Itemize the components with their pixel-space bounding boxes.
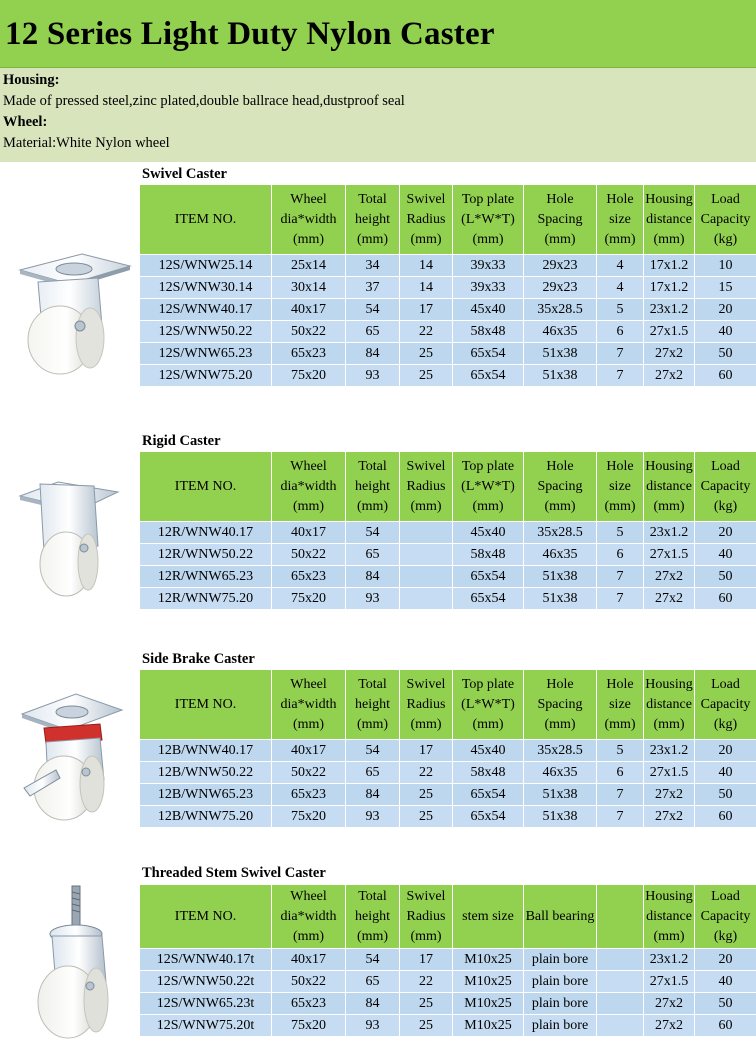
col-load-capacity: Load Capacity (kg) <box>695 185 756 255</box>
table-cell: 51x38 <box>524 588 597 610</box>
table-cell: 23x1.2 <box>644 949 695 971</box>
table-cell: 50 <box>695 784 756 806</box>
table-cell: plain bore <box>524 993 597 1015</box>
table-cell: 27x1.5 <box>644 762 695 784</box>
col-hole-spacing: Hole Spacing (mm) <box>524 452 597 522</box>
table-cell: 12S/WNW50.22 <box>140 321 272 343</box>
table-cell: 7 <box>597 784 644 806</box>
table-cell: 22 <box>400 762 453 784</box>
col-item-no: ITEM NO. <box>140 670 272 740</box>
table-cell: 54 <box>346 740 400 762</box>
table-cell: 29x23 <box>524 255 597 277</box>
table-cell: 54 <box>346 949 400 971</box>
table-cell: 65x54 <box>453 806 524 828</box>
col-wheel: Wheel dia*width (mm) <box>272 670 346 740</box>
table-cell: 27x2 <box>644 806 695 828</box>
table-cell: 12S/WNW65.23 <box>140 343 272 365</box>
wheel-label: Wheel: <box>3 114 48 130</box>
col-hole-spacing: Hole Spacing (mm) <box>524 670 597 740</box>
table-row <box>140 740 756 762</box>
table-cell: 40 <box>695 544 756 566</box>
table-row <box>140 588 756 610</box>
table-cell: 17x1.2 <box>644 255 695 277</box>
table-cell <box>400 588 453 610</box>
table-cell: 50 <box>695 566 756 588</box>
col-housing-distance: Housing distance (mm) <box>644 185 695 255</box>
table-cell: 65 <box>346 544 400 566</box>
section-title-swivel: Swivel Caster <box>142 166 227 182</box>
table-cell <box>400 544 453 566</box>
table-cell: 34 <box>346 255 400 277</box>
table-cell: 65 <box>346 762 400 784</box>
table-cell: 7 <box>597 588 644 610</box>
table-cell: 51x38 <box>524 566 597 588</box>
col-housing-distance: Housing distance (mm) <box>644 885 695 949</box>
table-cell: 10 <box>695 255 756 277</box>
table-cell: 60 <box>695 365 756 387</box>
table-cell: 27x1.5 <box>644 544 695 566</box>
swivel-caster-table <box>139 184 756 387</box>
table-cell: 27x2 <box>644 993 695 1015</box>
table-cell: 12S/WNW75.20t <box>140 1015 272 1037</box>
table-cell: 65x54 <box>453 784 524 806</box>
table-cell: 25 <box>400 1015 453 1037</box>
table-cell: 7 <box>597 343 644 365</box>
table-cell: 6 <box>597 762 644 784</box>
table-cell: 17 <box>400 949 453 971</box>
table-cell: 7 <box>597 806 644 828</box>
table-cell: 60 <box>695 1015 756 1037</box>
col-wheel: Wheel dia*width (mm) <box>272 885 346 949</box>
table-cell: 39x33 <box>453 255 524 277</box>
housing-label: Housing: <box>3 72 60 88</box>
table-cell: 12B/WNW75.20 <box>140 806 272 828</box>
table-cell: 15 <box>695 277 756 299</box>
threaded-stem-caster-table <box>139 884 756 1037</box>
table-cell: 65x54 <box>453 566 524 588</box>
table-body <box>140 522 756 610</box>
table-cell: 75x20 <box>272 1015 346 1037</box>
col-stem-size: stem size <box>453 885 524 949</box>
table-cell: 12S/WNW25.14 <box>140 255 272 277</box>
table-cell: 65x54 <box>453 588 524 610</box>
table-cell: 5 <box>597 740 644 762</box>
table-cell: 40x17 <box>272 522 346 544</box>
table-cell: 4 <box>597 277 644 299</box>
table-cell: 50x22 <box>272 762 346 784</box>
table-cell: 50 <box>695 343 756 365</box>
col-hole-size: Hole size (mm) <box>597 452 644 522</box>
table-cell: 35x28.5 <box>524 522 597 544</box>
table-cell: 5 <box>597 522 644 544</box>
table-cell: 5 <box>597 299 644 321</box>
col-hole-size: Hole size (mm) <box>597 185 644 255</box>
table-cell: 58x48 <box>453 544 524 566</box>
table-cell: 93 <box>346 1015 400 1037</box>
table-cell: 51x38 <box>524 806 597 828</box>
table-cell: 12B/WNW50.22 <box>140 762 272 784</box>
table-cell: 45x40 <box>453 299 524 321</box>
table-cell <box>597 1015 644 1037</box>
table-cell: 50 <box>695 993 756 1015</box>
table-cell: 65x23 <box>272 343 346 365</box>
table-cell: 93 <box>346 365 400 387</box>
col-load-capacity: Load Capacity (kg) <box>695 670 756 740</box>
table-cell: 27x2 <box>644 784 695 806</box>
col-top-plate: Top plate (L*W*T) (mm) <box>453 670 524 740</box>
table-row <box>140 566 756 588</box>
table-cell: 84 <box>346 993 400 1015</box>
table-row <box>140 299 756 321</box>
table-cell: 6 <box>597 321 644 343</box>
table-cell: M10x25 <box>453 993 524 1015</box>
table-cell: 22 <box>400 971 453 993</box>
table-cell: 12R/WNW75.20 <box>140 588 272 610</box>
table-cell: 6 <box>597 544 644 566</box>
table-cell: 25 <box>400 784 453 806</box>
swivel-caster-icon <box>12 248 134 378</box>
table-row <box>140 949 756 971</box>
table-cell: 25 <box>400 343 453 365</box>
table-cell: 51x38 <box>524 784 597 806</box>
table-cell: 25 <box>400 993 453 1015</box>
col-total-height: Total height (mm) <box>346 885 400 949</box>
section-title-side-brake: Side Brake Caster <box>142 651 255 667</box>
table-row <box>140 277 756 299</box>
table-cell: 27x2 <box>644 566 695 588</box>
table-cell: plain bore <box>524 1015 597 1037</box>
table-cell: 46x35 <box>524 762 597 784</box>
table-cell: 46x35 <box>524 321 597 343</box>
table-cell: 23x1.2 <box>644 299 695 321</box>
title-bar <box>0 0 756 68</box>
table-cell: 35x28.5 <box>524 740 597 762</box>
table-body <box>140 255 756 387</box>
table-cell: 93 <box>346 588 400 610</box>
table-row <box>140 522 756 544</box>
col-swivel-radius: Swivel Radius (mm) <box>400 452 453 522</box>
table-cell: 50x22 <box>272 321 346 343</box>
table-cell: 17 <box>400 740 453 762</box>
table-cell: 40 <box>695 762 756 784</box>
table-row <box>140 971 756 993</box>
table-cell: 46x35 <box>524 544 597 566</box>
table-cell: 25x14 <box>272 255 346 277</box>
table-cell: 7 <box>597 566 644 588</box>
col-hole-size: Hole size (mm) <box>597 670 644 740</box>
table-cell: 40 <box>695 971 756 993</box>
table-cell: M10x25 <box>453 971 524 993</box>
table-cell: 40x17 <box>272 949 346 971</box>
col-ball-bearing: Ball bearing <box>524 885 597 949</box>
table-cell: 84 <box>346 784 400 806</box>
table-cell: 40x17 <box>272 299 346 321</box>
col-item-no: ITEM NO. <box>140 885 272 949</box>
table-cell: 51x38 <box>524 343 597 365</box>
table-cell: 17 <box>400 299 453 321</box>
table-row <box>140 255 756 277</box>
table-cell: 37 <box>346 277 400 299</box>
table-body <box>140 949 756 1037</box>
table-row <box>140 762 756 784</box>
col-hole-spacing: Hole Spacing (mm) <box>524 185 597 255</box>
col-item-no: ITEM NO. <box>140 452 272 522</box>
table-cell: 45x40 <box>453 522 524 544</box>
col-swivel-radius: Swivel Radius (mm) <box>400 670 453 740</box>
table-cell: 27x2 <box>644 365 695 387</box>
table-cell: 75x20 <box>272 806 346 828</box>
table-cell: 65x54 <box>453 343 524 365</box>
table-cell: 27x2 <box>644 588 695 610</box>
col-wheel: Wheel dia*width (mm) <box>272 452 346 522</box>
table-cell: 14 <box>400 255 453 277</box>
table-cell: M10x25 <box>453 949 524 971</box>
table-cell: 25 <box>400 365 453 387</box>
table-cell: 65x23 <box>272 784 346 806</box>
table-cell: 75x20 <box>272 588 346 610</box>
col-wheel: Wheel dia*width (mm) <box>272 185 346 255</box>
table-row <box>140 806 756 828</box>
table-cell: 60 <box>695 588 756 610</box>
table-cell: 29x23 <box>524 277 597 299</box>
table-cell: 20 <box>695 522 756 544</box>
table-cell: 27x1.5 <box>644 321 695 343</box>
table-cell: 23x1.2 <box>644 522 695 544</box>
table-cell: 39x33 <box>453 277 524 299</box>
col-blank <box>597 885 644 949</box>
table-cell <box>597 949 644 971</box>
table-cell: 20 <box>695 949 756 971</box>
table-cell: 60 <box>695 806 756 828</box>
table-body <box>140 740 756 828</box>
table-cell: 75x20 <box>272 365 346 387</box>
rigid-caster-table <box>139 451 756 610</box>
table-cell: 12S/WNW65.23t <box>140 993 272 1015</box>
table-cell: 40 <box>695 321 756 343</box>
table-cell: 12S/WNW40.17 <box>140 299 272 321</box>
table-cell: 20 <box>695 299 756 321</box>
col-housing-distance: Housing distance (mm) <box>644 670 695 740</box>
table-cell: 65x54 <box>453 365 524 387</box>
table-cell: 12S/WNW75.20 <box>140 365 272 387</box>
table-cell <box>400 522 453 544</box>
threaded-stem-caster-icon <box>22 884 126 1044</box>
description-panel <box>0 68 756 162</box>
table-cell: 84 <box>346 566 400 588</box>
side-brake-caster-table <box>139 669 756 828</box>
table-cell: 50x22 <box>272 971 346 993</box>
table-cell: 58x48 <box>453 321 524 343</box>
table-cell: 12B/WNW65.23 <box>140 784 272 806</box>
table-cell: plain bore <box>524 949 597 971</box>
page-title: 12 Series Light Duty Nylon Caster <box>5 16 495 52</box>
section-title-rigid: Rigid Caster <box>142 433 221 449</box>
table-cell: 65x23 <box>272 566 346 588</box>
col-total-height: Total height (mm) <box>346 185 400 255</box>
table-row <box>140 321 756 343</box>
table-row <box>140 343 756 365</box>
table-cell: 65 <box>346 971 400 993</box>
table-cell: 45x40 <box>453 740 524 762</box>
col-load-capacity: Load Capacity (kg) <box>695 885 756 949</box>
table-cell <box>597 993 644 1015</box>
table-row <box>140 365 756 387</box>
table-cell: 27x2 <box>644 343 695 365</box>
table-cell: 51x38 <box>524 365 597 387</box>
col-top-plate: Top plate (L*W*T) (mm) <box>453 452 524 522</box>
col-housing-distance: Housing distance (mm) <box>644 452 695 522</box>
table-cell: 7 <box>597 365 644 387</box>
table-cell: 12S/WNW40.17t <box>140 949 272 971</box>
table-cell: 4 <box>597 255 644 277</box>
table-row <box>140 1015 756 1037</box>
table-cell: M10x25 <box>453 1015 524 1037</box>
section-title-threaded: Threaded Stem Swivel Caster <box>142 865 326 881</box>
table-row <box>140 784 756 806</box>
table-row <box>140 993 756 1015</box>
table-cell <box>597 971 644 993</box>
col-load-capacity: Load Capacity (kg) <box>695 452 756 522</box>
table-cell: 12R/WNW65.23 <box>140 566 272 588</box>
table-cell: 54 <box>346 522 400 544</box>
wheel-text: Material:White Nylon wheel <box>3 135 170 151</box>
col-swivel-radius: Swivel Radius (mm) <box>400 185 453 255</box>
table-row <box>140 544 756 566</box>
col-swivel-radius: Swivel Radius (mm) <box>400 885 453 949</box>
table-cell: 22 <box>400 321 453 343</box>
table-cell: 12R/WNW50.22 <box>140 544 272 566</box>
table-cell: 54 <box>346 299 400 321</box>
table-cell: 23x1.2 <box>644 740 695 762</box>
table-cell: 65 <box>346 321 400 343</box>
table-cell: 50x22 <box>272 544 346 566</box>
table-cell: 12S/WNW30.14 <box>140 277 272 299</box>
table-cell: 27x2 <box>644 1015 695 1037</box>
table-cell: 12B/WNW40.17 <box>140 740 272 762</box>
table-cell: 40x17 <box>272 740 346 762</box>
table-cell: 27x1.5 <box>644 971 695 993</box>
col-total-height: Total height (mm) <box>346 452 400 522</box>
table-cell: 12R/WNW40.17 <box>140 522 272 544</box>
table-cell: 58x48 <box>453 762 524 784</box>
table-cell: 30x14 <box>272 277 346 299</box>
side-brake-caster-icon <box>16 688 128 824</box>
table-cell: 20 <box>695 740 756 762</box>
col-total-height: Total height (mm) <box>346 670 400 740</box>
table-cell: plain bore <box>524 971 597 993</box>
table-cell: 12S/WNW50.22t <box>140 971 272 993</box>
table-cell: 14 <box>400 277 453 299</box>
housing-text: Made of pressed steel,zinc plated,double ballrace head,dustproof seal <box>3 93 405 109</box>
table-cell: 35x28.5 <box>524 299 597 321</box>
table-cell: 17x1.2 <box>644 277 695 299</box>
col-top-plate: Top plate (L*W*T) (mm) <box>453 185 524 255</box>
table-cell: 65x23 <box>272 993 346 1015</box>
table-cell: 84 <box>346 343 400 365</box>
table-cell: 93 <box>346 806 400 828</box>
table-cell: 25 <box>400 806 453 828</box>
rigid-caster-icon <box>14 472 124 600</box>
table-cell <box>400 566 453 588</box>
col-item-no: ITEM NO. <box>140 185 272 255</box>
